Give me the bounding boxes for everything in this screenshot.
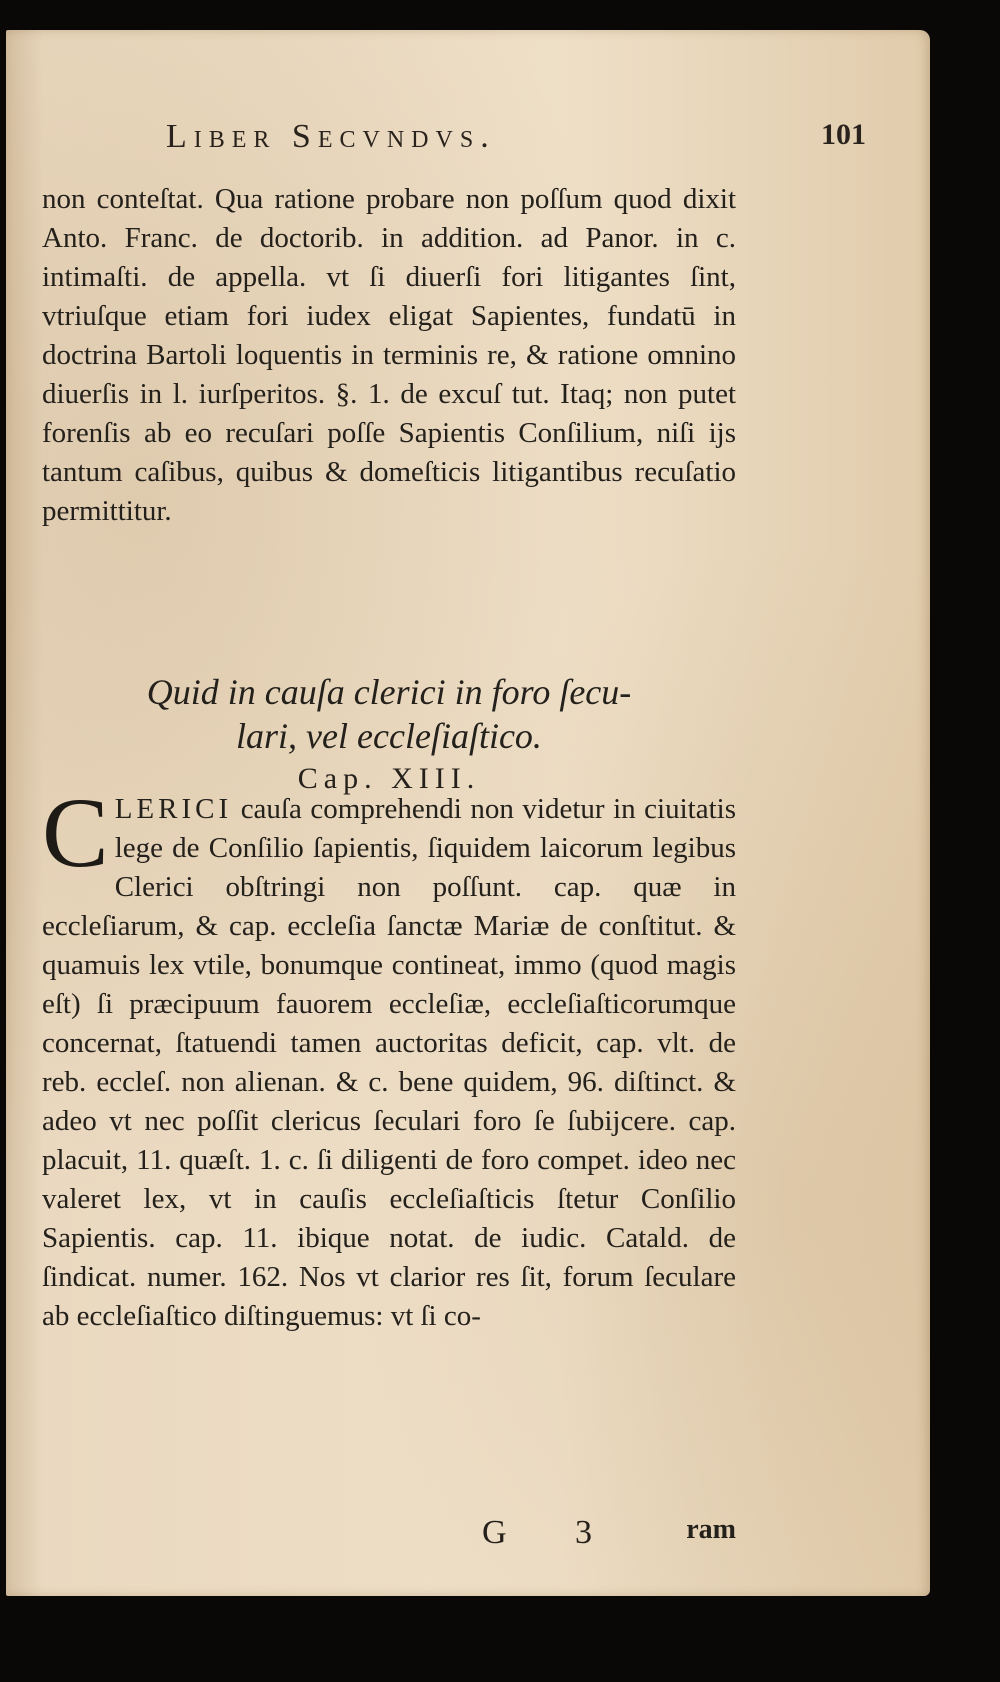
running-title: Liber Secvndvs. [166, 118, 496, 155]
drop-cap: C [42, 777, 109, 888]
paragraph-1: non conteſtat. Qua ratione probare non poſſum quod dixit Anto. Franc. de doctorib. in addition. ad Panor. in c. intimaſti. de appella. vt ſi diuerſi fori litigantes ſint, vtriuſque etiam fori iudex eligat Sapientes, fundatū in doctrina Bartoli loquentis in terminis re, & ratione omnino diuerſis in l. iurſperitos. §. 1. de excuſ tut. Itaq; non putet forenſis ab eo recuſari poſſe Sapientis Conſilium, niſi ijs tantum caſibus, quibus & domeſticis litigantibus recuſatio permittitur. [42, 183, 736, 527]
chapter-label: Cap. XIII. [297, 762, 481, 795]
running-head [166, 118, 866, 166]
page-number: 101 [821, 118, 866, 151]
heading-line-1: Quid in cauſa clerici in foro ſecu- [146, 672, 632, 712]
catchword: ram [686, 1514, 736, 1545]
lead-word: LERICI [114, 793, 233, 825]
page-footer [42, 1514, 736, 1554]
book-page [6, 30, 930, 1596]
chapter-heading [42, 670, 736, 796]
signature-mark: G 3 [482, 1514, 623, 1551]
paragraph-2-text: cauſa comprehendi non videtur in ciuitatis lege de Conſilio ſapientis, ſiquidem laicorum legibus Clerici obſtringi non poſſunt. cap. quæ in eccleſiarum, & cap. eccleſia ſanctæ Mariæ de conſtitut. & quamuis lex vtile, bonumque contineat, immo (quod magis eſt) ſi præcipuum fauorem eccleſiæ, eccleſiaſticorumque concernat, ſtatuendi tamen auctoritas deficit, cap. vlt. de reb. eccleſ. non alienan. & c. bene quidem, 96. diſtinct. & adeo vt nec poſſit clericus ſeculari foro ſe ſubijcere. cap. placuit, 11. quæſt. 1. c. ſi diligenti de foro compet. ideo nec valeret lex, vt in cauſis eccleſiaſticis ſtetur Conſilio Sapientis. cap. 11. ibique notat. de iudic. Catald. de ſindicat. numer. 162. Nos vt clarior res ſit, forum ſeculare ab eccleſiaſtico diſtinguemus: vt ſi co- [42, 793, 736, 1332]
heading-line-2: lari, vel eccleſiaſtico. [236, 716, 542, 756]
